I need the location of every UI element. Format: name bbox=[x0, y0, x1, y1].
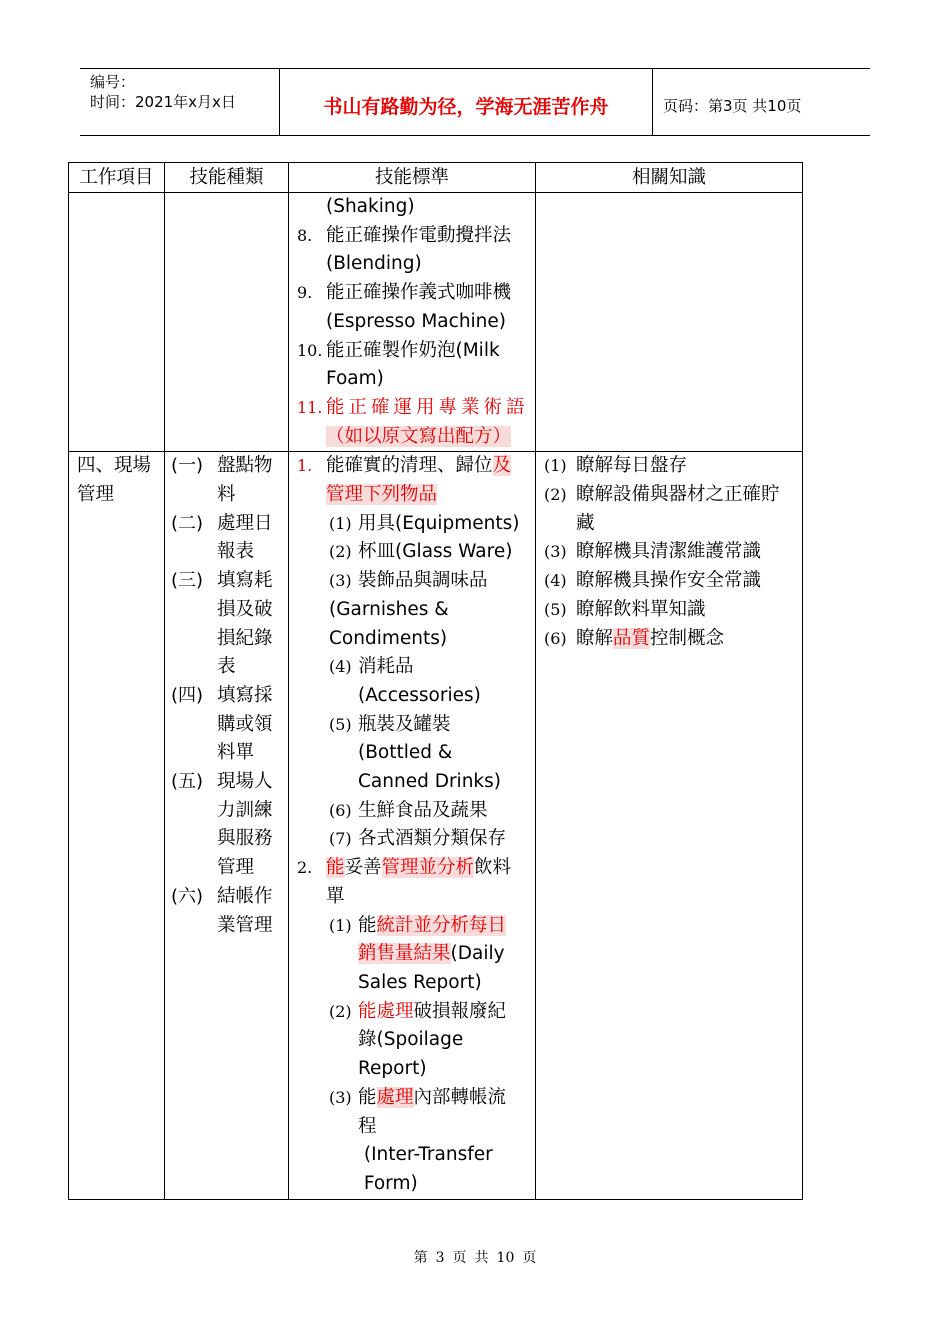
sub-list-item: (3) 裝飾品與調味品 (Garnishes & Condiments) bbox=[329, 570, 488, 649]
col-header-knowledge: 相關知識 bbox=[536, 163, 803, 193]
time-label: 时间：2021年x月x日 bbox=[90, 93, 236, 111]
skills-table bbox=[68, 162, 803, 1200]
sub-list-item: (7) 各式酒類分類保存 bbox=[329, 828, 507, 850]
list-item: (6) 瞭解品質控制概念 bbox=[544, 627, 725, 649]
list-item: 2. 能妥善管理並分析飲料 單 bbox=[297, 857, 512, 907]
col-header-skill-type: 技能種類 bbox=[165, 163, 289, 193]
header-page-info: 页码：第3页 共10页 bbox=[663, 96, 802, 115]
list-item: 1. 能確實的清理、歸位及 管理下列物品 bbox=[297, 455, 512, 506]
list-item: (三) 填寫耗損及破損紀錄表 bbox=[171, 570, 273, 678]
cell-skill-types bbox=[165, 452, 289, 1199]
header-meta bbox=[80, 69, 280, 135]
sub-list-item: (1) 能統計並分析每日 銷售量結果(Daily Sales Report) bbox=[329, 914, 507, 993]
sub-list-item: (1) 用具(Equipments) bbox=[329, 512, 520, 534]
table-row bbox=[69, 452, 803, 1199]
header-motto: 书山有路勤为径，学海无涯苦作舟 bbox=[280, 69, 653, 135]
cell-empty bbox=[536, 193, 803, 452]
page-header bbox=[80, 68, 870, 136]
sub-list-item: (2) 杯皿(Glass Ware) bbox=[329, 541, 513, 563]
cell-empty bbox=[69, 193, 165, 452]
table-row bbox=[69, 193, 803, 452]
list-item: (四) 填寫採購或領料單 bbox=[171, 684, 273, 764]
list-item: 8. 能正確操作電動攪拌法 (Blending) bbox=[297, 224, 512, 275]
cell-standards bbox=[289, 193, 536, 452]
cell-standards bbox=[289, 452, 536, 1199]
list-item: (五) 現場人力訓練與服務管理 bbox=[171, 771, 273, 879]
sub-list-item: (3) 能處理內部轉帳流 程 (Inter-Transfer Form) bbox=[329, 1086, 507, 1194]
sub-list-item: (2) 能處理破損報廢紀 錄(Spoilage Report) bbox=[329, 1000, 507, 1080]
sub-list-item: (5) 瓶裝及罐裝 (Bottled & Canned Drinks) bbox=[329, 713, 501, 793]
list-item: (2) 瞭解設備與器材之正確貯 藏 bbox=[544, 484, 780, 534]
col-header-skill-standard: 技能標準 bbox=[289, 163, 536, 193]
list-item: (一) 盤點物料 bbox=[171, 455, 273, 506]
list-item: 10. 能正確製作奶泡(Milk Foam) bbox=[297, 339, 500, 390]
table-header-row bbox=[69, 163, 803, 193]
sub-list-item: (4) 消耗品 (Accessories) bbox=[329, 656, 481, 706]
sub-list-item: (6) 生鮮食品及蔬果 bbox=[329, 799, 488, 821]
cell-work-item: 四、現場管理 bbox=[69, 452, 165, 1199]
col-header-work-item: 工作項目 bbox=[69, 163, 165, 193]
number-label: 编号： bbox=[90, 73, 136, 91]
list-item: (3) 瞭解機具清潔維護常識 bbox=[544, 541, 762, 563]
page-footer: 第 3 页 共 10 页 bbox=[413, 1250, 537, 1266]
list-item: (4) 瞭解機具操作安全常識 bbox=[544, 570, 762, 592]
cell-empty bbox=[165, 193, 289, 452]
list-item: (5) 瞭解飲料單知識 bbox=[544, 598, 706, 620]
list-item: (1) 瞭解每日盤存 bbox=[544, 455, 688, 477]
standard-continuation: (Shaking) bbox=[326, 196, 415, 217]
list-item: (六) 結帳作業管理 bbox=[171, 885, 273, 936]
list-item: 9. 能正確操作義式咖啡機 (Espresso Machine) bbox=[297, 282, 512, 332]
list-item-highlighted: 11. 能正確運用專業術語 （如以原文寫出配方） bbox=[297, 396, 529, 447]
cell-knowledge bbox=[536, 452, 803, 1199]
list-item: (二) 處理日報表 bbox=[171, 512, 273, 563]
